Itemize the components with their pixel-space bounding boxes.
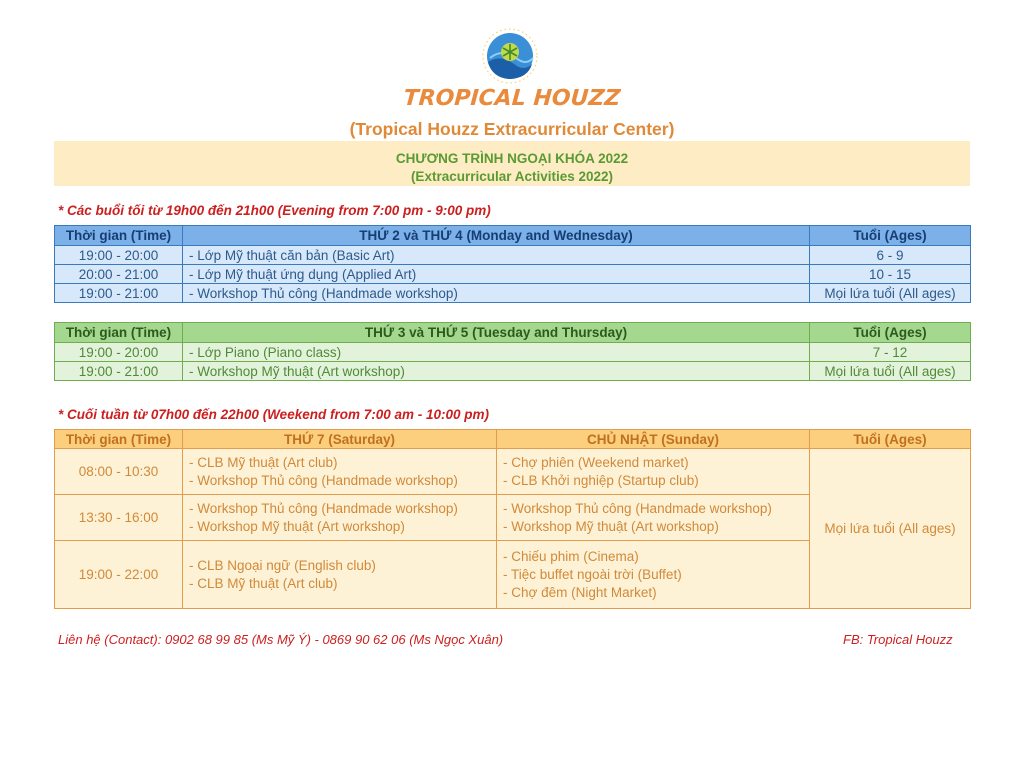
cell-time: 19:00 - 21:00 xyxy=(55,284,183,303)
cell-activity: - Lớp Mỹ thuật ứng dụng (Applied Art) xyxy=(183,265,810,284)
brand-name: TROPICAL HOUZZ xyxy=(402,86,622,111)
cell-activity: - Workshop Mỹ thuật (Art workshop) xyxy=(183,362,810,381)
banner-title-en: (Extracurricular Activities 2022) xyxy=(410,169,614,184)
table-row xyxy=(55,246,971,265)
schedule-table-mon-wed xyxy=(54,225,971,303)
brand-logo xyxy=(480,28,540,84)
cell-time: 19:00 - 20:00 xyxy=(55,246,183,265)
header-sunday: CHỦ NHẬT (Sunday) xyxy=(497,430,810,449)
cell-activity: - Lớp Piano (Piano class) xyxy=(183,343,810,362)
cell-ages: Mọi lứa tuổi (All ages) xyxy=(810,284,971,303)
cell-saturday xyxy=(183,541,497,609)
cell-activity: - Workshop Thủ công (Handmade workshop) xyxy=(183,284,810,303)
activity-item: - Workshop Mỹ thuật (Art workshop) xyxy=(189,518,405,534)
header-time: Thời gian (Time) xyxy=(55,226,183,246)
contact-info: Liên hệ (Contact): 0902 68 99 85 (Ms Mỹ Ý) - 0869 90 62 06 (Ms Ngọc Xuân) xyxy=(58,632,504,647)
activity-item: - Workshop Thủ công (Handmade workshop) xyxy=(189,500,458,516)
header-saturday: THỨ 7 (Saturday) xyxy=(183,430,497,449)
activity-item: - CLB Khởi nghiệp (Startup club) xyxy=(503,472,699,488)
table-header-row xyxy=(55,226,971,246)
table-row xyxy=(55,265,971,284)
activity-item: - Chiếu phim (Cinema) xyxy=(503,548,639,564)
facebook-link[interactable]: FB: Tropical Houzz xyxy=(843,632,953,647)
cell-time: 20:00 - 21:00 xyxy=(55,265,183,284)
cell-sunday xyxy=(497,495,810,541)
header-ages: Tuổi (Ages) xyxy=(810,323,971,343)
cell-time: 08:00 - 10:30 xyxy=(55,449,183,495)
cell-time: 19:00 - 21:00 xyxy=(55,362,183,381)
cell-sunday xyxy=(497,541,810,609)
activity-item: - Workshop Mỹ thuật (Art workshop) xyxy=(503,518,719,534)
banner-title-vi: CHƯƠNG TRÌNH NGOẠI KHÓA 2022 xyxy=(395,151,629,166)
table-header-row xyxy=(55,323,971,343)
schedule-table-weekend xyxy=(54,429,971,609)
table-row xyxy=(55,362,971,381)
cell-ages: 6 - 9 xyxy=(810,246,971,265)
activity-item: - Chợ đêm (Night Market) xyxy=(503,584,657,600)
activity-item: - CLB Mỹ thuật (Art club) xyxy=(189,575,338,591)
activity-item: - CLB Mỹ thuật (Art club) xyxy=(189,454,338,470)
table-row xyxy=(55,343,971,362)
activity-item: - Tiệc buffet ngoài trời (Buffet) xyxy=(503,566,682,582)
sun-flower-logo-icon xyxy=(480,28,540,84)
cell-saturday xyxy=(183,449,497,495)
header-days: THỨ 3 và THỨ 5 (Tuesday and Thursday) xyxy=(183,323,810,343)
cell-time: 19:00 - 22:00 xyxy=(55,541,183,609)
cell-ages: Mọi lứa tuổi (All ages) xyxy=(810,449,971,609)
cell-sunday xyxy=(497,449,810,495)
table-row xyxy=(55,284,971,303)
header-ages: Tuổi (Ages) xyxy=(810,430,971,449)
activity-item: - Workshop Thủ công (Handmade workshop) xyxy=(189,472,458,488)
header-time: Thời gian (Time) xyxy=(55,430,183,449)
cell-activity: - Lớp Mỹ thuật căn bản (Basic Art) xyxy=(183,246,810,265)
cell-saturday xyxy=(183,495,497,541)
cell-time: 13:30 - 16:00 xyxy=(55,495,183,541)
header-time: Thời gian (Time) xyxy=(55,323,183,343)
table-header-row xyxy=(55,430,971,449)
center-subtitle: (Tropical Houzz Extracurricular Center) xyxy=(349,119,675,139)
evening-note: * Các buổi tối từ 19h00 đến 21h00 (Evening from 7:00 pm - 9:00 pm) xyxy=(58,203,491,218)
cell-ages: 7 - 12 xyxy=(810,343,971,362)
cell-ages: 10 - 15 xyxy=(810,265,971,284)
activity-item: - Workshop Thủ công (Handmade workshop) xyxy=(503,500,772,516)
table-row xyxy=(55,449,971,495)
cell-ages: Mọi lứa tuổi (All ages) xyxy=(810,362,971,381)
schedule-table-tue-thu xyxy=(54,322,971,381)
weekend-note: * Cuối tuần từ 07h00 đến 22h00 (Weekend from 7:00 am - 10:00 pm) xyxy=(58,407,490,422)
cell-time: 19:00 - 20:00 xyxy=(55,343,183,362)
activity-item: - Chợ phiên (Weekend market) xyxy=(503,454,689,470)
activity-item: - CLB Ngoại ngữ (English club) xyxy=(189,557,376,573)
header-days: THỨ 2 và THỨ 4 (Monday and Wednesday) xyxy=(183,226,810,246)
program-banner xyxy=(54,141,970,186)
header-ages: Tuổi (Ages) xyxy=(810,226,971,246)
